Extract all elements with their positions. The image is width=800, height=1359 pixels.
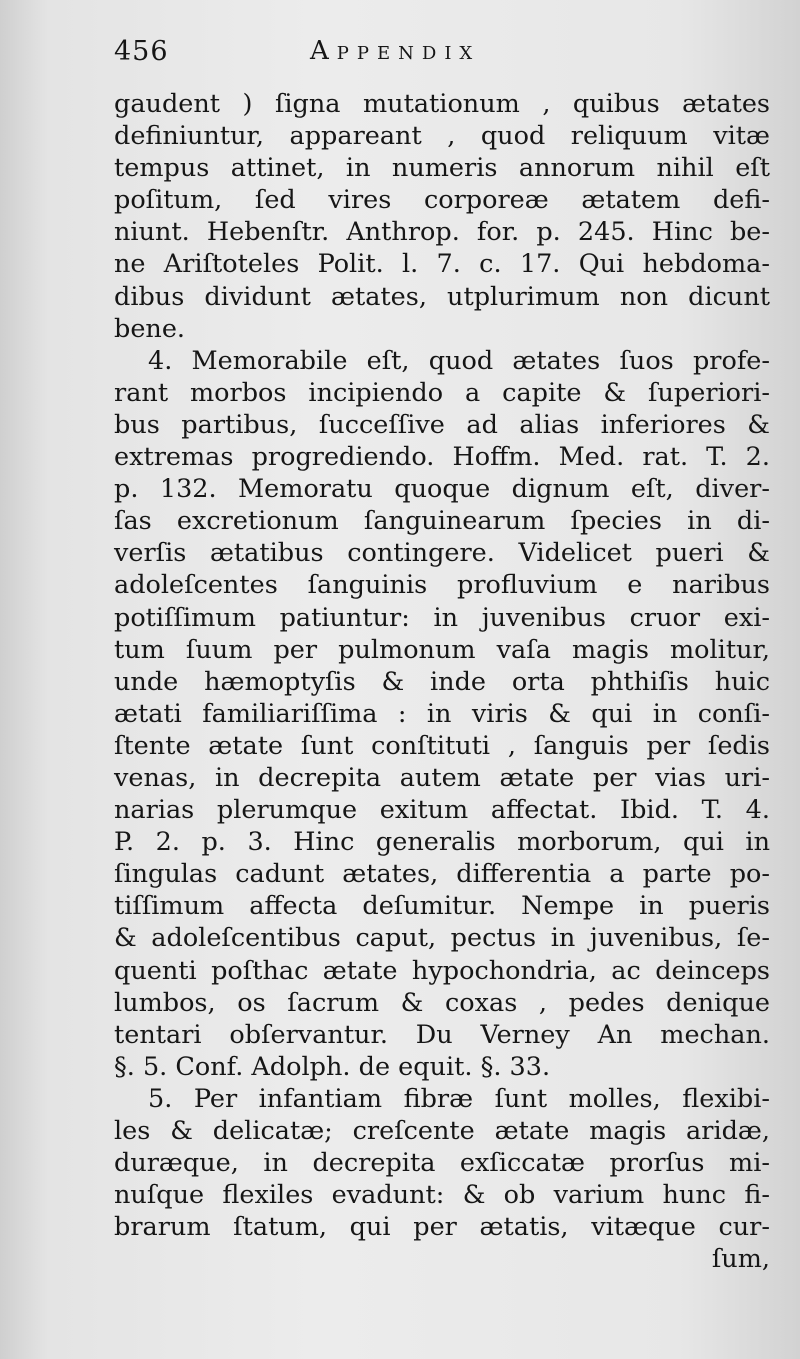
text-line: dibus dividunt ætates, utplurimum non dicunt [114, 281, 770, 312]
text-line: & adoleſcentibus caput, pectus in juvenibus, ſe- [114, 923, 770, 954]
text-line: ſas excretionum ſanguinearum ſpecies in di- [114, 506, 770, 537]
text-line: tentari obſervantur. Du Verney An mechan. [114, 1019, 770, 1050]
text-line: ſingulas cadunt ætates, differentia a parte po- [114, 859, 770, 890]
text-line: duræque, in decrepita exſiccatæ prorſus mi- [114, 1148, 770, 1179]
text-line: poſitum, ſed vires corporeæ ætatem defi- [114, 185, 770, 216]
text-line: definiuntur, appareant , quod reliquum vitæ [114, 121, 770, 152]
text-line: lumbos, os ſacrum & coxas , pedes denique [114, 987, 770, 1018]
text-line: niunt. Hebenſtr. Anthrop. for. p. 245. Hinc be- [114, 217, 770, 248]
paragraph-start-line: 4. Memorabile eſt, quod ætates ſuos profe- [148, 345, 770, 376]
text-line: ætati familiariſſima : in viris & qui in conſi- [114, 698, 770, 729]
text-line: potiſſimum patiuntur: in juvenibus cruor exi- [114, 602, 770, 633]
text-line: nuſque flexiles evadunt: & ob varium hunc fi- [114, 1180, 770, 1211]
text-line: unde hæmoptyſis & inde orta phthiſis huic [114, 666, 770, 697]
text-line: p. 132. Memoratu quoque dignum eſt, diver- [114, 474, 770, 505]
text-line: verſis ætatibus contingere. Videlicet pueri & [114, 538, 770, 569]
text-line: extremas progrediendo. Hoffm. Med. rat. T. 2. [114, 442, 770, 473]
text-line: les & delicatæ; creſcente ætate magis aridæ, [114, 1116, 770, 1146]
text-line: bene. [114, 313, 186, 344]
catchword-line: ſum, [711, 1244, 770, 1275]
text-line: bus partibus, ſucceſſive ad alias inferiores & [114, 409, 770, 440]
paragraph-start-line: 5. Per infantiam fibræ ſunt molles, flexibi- [148, 1083, 770, 1114]
text-line: ne Ariſtoteles Polit. l. 7. c. 17. Qui hebdoma- [114, 249, 770, 280]
text-line: narias plerumque exitum affectat. Ibid. T. 4. [114, 795, 770, 826]
text-line: gaudent ) ſigna mutationum , quibus ætates [114, 89, 770, 119]
text-block [114, 88, 770, 1275]
text-line: venas, in decrepita autem ætate per vias uri- [114, 762, 770, 793]
text-line: P. 2. p. 3. Hinc generalis morborum, qui in [114, 827, 770, 858]
text-line: tiſſimum affecta deſumitur. Nempe in pueris [114, 891, 770, 922]
running-head: Appendix [310, 36, 481, 66]
text-line: tum ſuum per pulmonum vaſa magis molitur, [114, 634, 770, 665]
text-line: adoleſcentes ſanguinis profluvium e naribus [114, 570, 770, 601]
page-number: 456 [114, 36, 169, 67]
text-line: tempus attinet, in numeris annorum nihil eſt [114, 153, 770, 184]
text-line: brarum ſtatum, qui per ætatis, vitæque cur- [114, 1212, 770, 1243]
text-line: rant morbos incipiendo a capite & ſuperiori- [114, 377, 770, 408]
text-line: quenti poſthac ætate hypochondria, ac deinceps [114, 955, 770, 986]
page-header [114, 36, 654, 76]
text-line: §. 5. Conf. Adolph. de equit. §. 33. [114, 1051, 551, 1082]
text-line: ſtente ætate ſunt conſtituti , ſanguis per ſedis [114, 730, 770, 761]
